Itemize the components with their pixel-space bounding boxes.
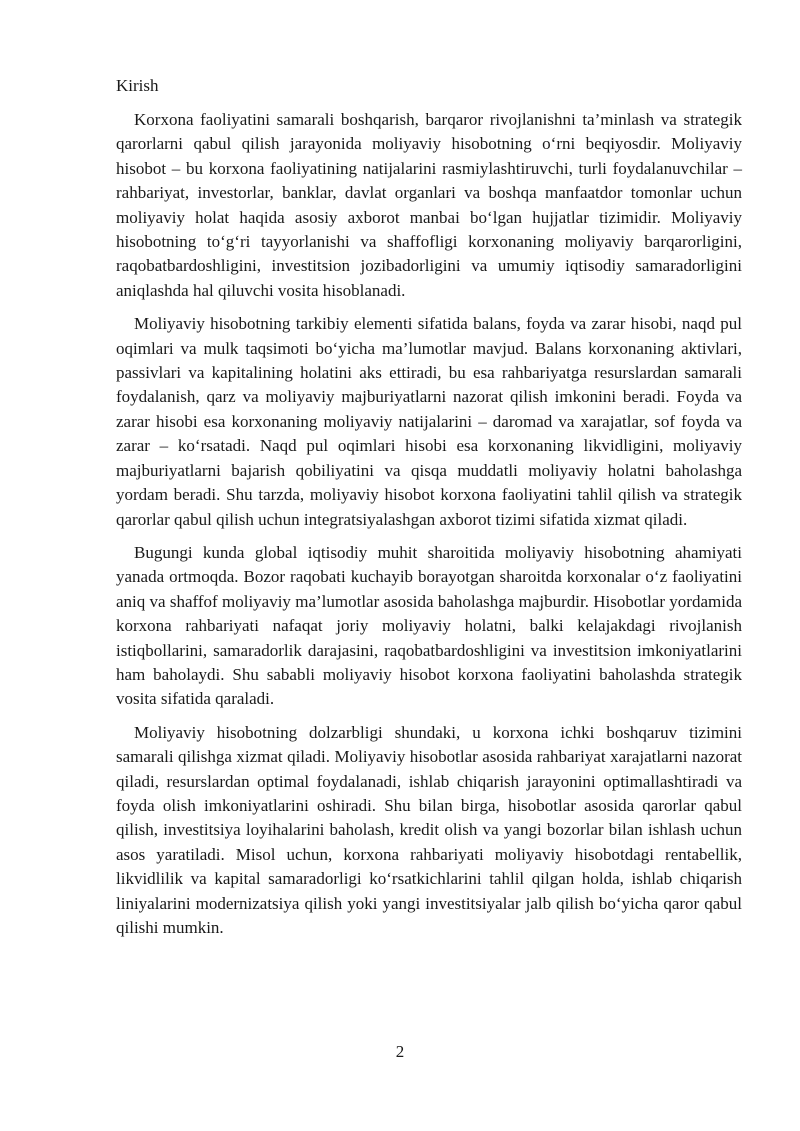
body-paragraph: Bugungi kunda global iqtisodiy muhit sharoitida moliyaviy hisobotning ahamiyati yanada ortmoqda. Bozor raqobati kuchayib borayotgan sharoitda korxonalar o‘z faoliyatini aniq va shaffof moliyaviy ma’lumotlar asosida baholashga majburdir. Hisobotlar yordamida korxona rahbariyati nafaqat joriy moliyaviy holatni, balki kelajakdagi rivojlanish istiqbollarini, samaradorlik darajasini, raqobatbardoshligini va investitsion imkoniyatlarini ham baholaydi. Shu sababli moliyaviy hisobot korxona faoliyatini baholashda strategik vosita sifatida qaraladi. <box>116 542 742 709</box>
section-heading: Kirish <box>116 76 159 95</box>
page-content <box>116 74 742 949</box>
body-paragraph: Moliyaviy hisobotning dolzarbligi shundaki, u korxona ichki boshqaruv tizimini samarali qilishga xizmat qiladi. Moliyaviy hisobotlar asosida rahbariyat xarajatlarni nazorat qiladi, resurslardan optimal foydalanadi, ishlab chiqarish jarayonini optimallashtiradi va foyda olish imkoniyatlarini oshiradi. Shu bilan birga, hisobotlar asosida qarorlar qabul qilish, investitsiya loyihalarini baholash, kredit olish va yangi bozorlar bilan ishlash uchun asos yaratiladi. Misol uchun, korxona rahbariyati moliyaviy hisobotdagi rentabellik, likvidlilik va kapital samaradorligi ko‘rsatkichlarini tahlil qilgan holda, ishlab chiqarish liniyalarini modernizatsiya qilish yoki yangi investitsiyalar jalb qilish bo‘yicha qaror qabul qilishi mumkin. <box>116 722 742 937</box>
body-paragraph: Moliyaviy hisobotning tarkibiy elementi sifatida balans, foyda va zarar hisobi, naqd pul oqimlari va mulk taqsimoti bo‘yicha ma’lumotlar mavjud. Balans korxonaning aktivlari, passivlari va kapitalining holatini aks ettiradi, bu esa rahbariyatga resurslardan samarali foydalanish, qarz va moliyaviy majburiyatlarni nazorat qilish imkonini beradi. Foyda va zarar hisobi esa korxonaning moliyaviy natijalarini – daromad va xarajatlar, sof foyda va zarar – ko‘rsatadi. Naqd pul oqimlari hisobi esa korxonaning likvidligini, moliyaviy majburiyatlarni bajarish qobiliyatini va qisqa muddatli moliyaviy holatni baholashga yordam beradi. Shu tarzda, moliyaviy hisobot korxona faoliyatini tahlil qilish va strategik qarorlar qabul qilish uchun integratsiyalashgan axborot tizimi sifatida xizmat qiladi. <box>116 314 742 529</box>
body-paragraph: Korxona faoliyatini samarali boshqarish, barqaror rivojlanishni ta’minlash va strategik qarorlarni qabul qilish jarayonida moliyaviy hisobotning o‘rni beqiyosdir. Moliyaviy hisobot – bu korxona faoliyatining natijalarini rasmiylashtiruvchi, turli foydalanuvchilar – rahbariyat, investorlar, banklar, davlat organlari va boshqa manfaatdor tomonlar uchun moliyaviy holat haqida asosiy axborot manbai bo‘lgan hujjatlar tizimidir. Moliyaviy hisobotning to‘g‘ri tayyorlanishi va shaffofligi korxonaning moliyaviy barqarorligini, raqobatbardoshligini, investitsion jozibadorligini va umumiy iqtisodiy samaradorligini aniqlashda hal qiluvchi vosita hisoblanadi. <box>116 110 742 300</box>
page-number: 2 <box>395 1042 405 1061</box>
